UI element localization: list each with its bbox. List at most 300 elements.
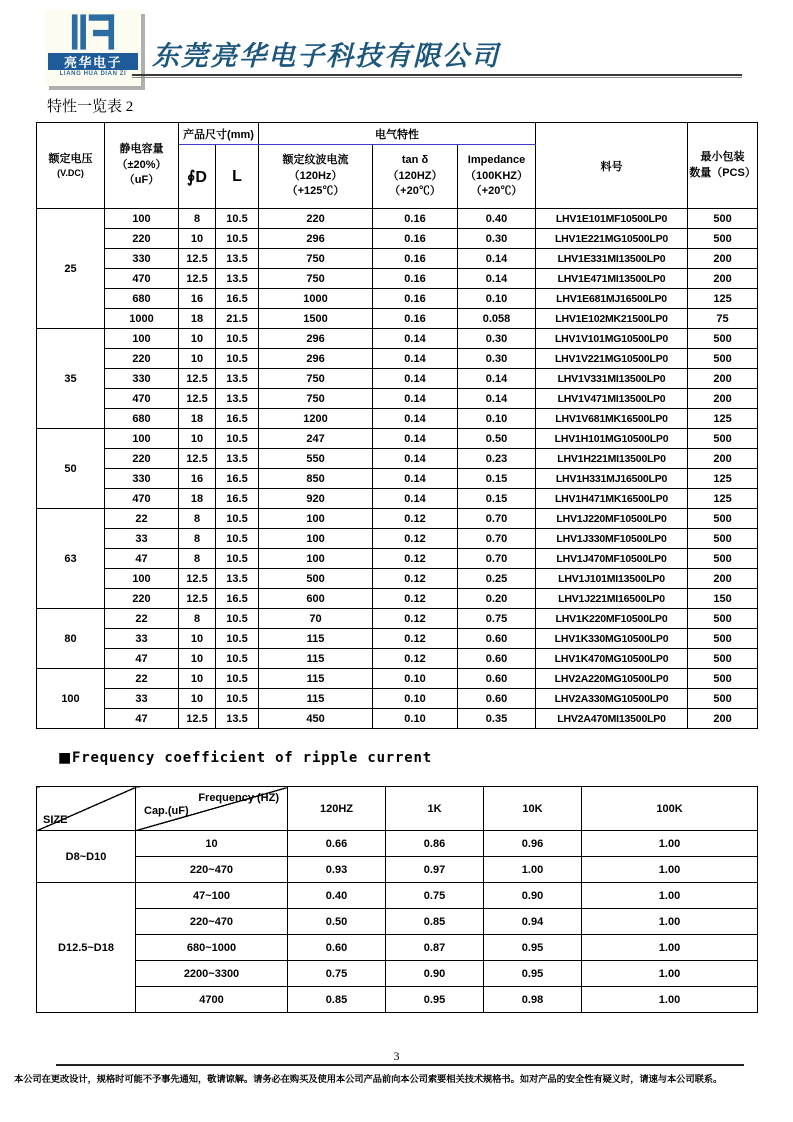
spec-row [37,689,758,709]
col-header-electrical: 电气特性 [259,123,536,145]
col-header-100k: 100K [582,787,758,831]
ripple-current-cell: 100 [259,509,373,529]
tan-delta-temperature: （+20℃） [389,185,441,198]
coefficient-cell: 0.85 [386,909,484,935]
tan-delta-cell: 0.12 [373,589,458,609]
frequency-row [37,831,758,857]
ripple-current-cell: 1500 [259,309,373,329]
frequency-row [37,935,758,961]
coefficient-cell: 0.96 [484,831,582,857]
coefficient-cell: 0.75 [288,961,386,987]
packing-qty-cell: 200 [688,249,758,269]
diameter-cell: 8 [179,549,216,569]
cap-range-cell: 220~470 [136,857,288,883]
diameter-cell: 10 [179,349,216,369]
packing-qty-cell: 500 [688,669,758,689]
diameter-cell: 8 [179,509,216,529]
ripple-current-cell: 750 [259,269,373,289]
frequency-corner-label: Frequency (HZ) [198,792,279,804]
corner-cap-freq-cell [136,787,288,831]
part-number-cell: LHV2A220MG10500LP0 [536,669,688,689]
impedance-cell: 0.30 [458,229,536,249]
length-cell: 13.5 [216,249,259,269]
coefficient-cell: 0.90 [386,961,484,987]
spec-row [37,349,758,369]
voltage-unit: (V.DC) [57,167,84,178]
coefficient-cell: 0.60 [288,935,386,961]
capacitance-cell: 47 [105,649,179,669]
diameter-cell: 12.5 [179,389,216,409]
length-cell: 10.5 [216,509,259,529]
tan-delta-cell: 0.16 [373,249,458,269]
tan-delta-cell: 0.12 [373,509,458,529]
length-cell: 13.5 [216,269,259,289]
ripple-current-cell: 850 [259,469,373,489]
coefficient-cell: 0.95 [484,935,582,961]
packing-unit: 数量（PCS） [689,166,756,179]
length-cell: 10.5 [216,689,259,709]
spec-row [37,209,758,229]
coefficient-cell: 0.50 [288,909,386,935]
page-title: 特性一览表 2 [47,99,134,115]
lh-monogram-icon [62,13,124,51]
spec-row [37,489,758,509]
part-number-cell: LHV1K220MF10500LP0 [536,609,688,629]
ripple-current-cell: 1200 [259,409,373,429]
part-number-cell: LHV2A330MG10500LP0 [536,689,688,709]
spec-row [37,409,758,429]
packing-qty-cell: 500 [688,629,758,649]
coefficient-cell: 0.85 [288,987,386,1013]
packing-qty-cell: 200 [688,369,758,389]
impedance-cell: 0.23 [458,449,536,469]
length-cell: 10.5 [216,209,259,229]
coefficient-cell: 1.00 [582,961,758,987]
part-number-cell: LHV1H331MJ16500LP0 [536,469,688,489]
ripple-current-cell: 1000 [259,289,373,309]
spec-row [37,609,758,629]
packing-qty-cell: 75 [688,309,758,329]
diameter-cell: 12.5 [179,369,216,389]
packing-qty-cell: 200 [688,389,758,409]
diameter-cell: 18 [179,489,216,509]
coefficient-cell: 1.00 [582,857,758,883]
col-header-10k: 10K [484,787,582,831]
footer-disclaimer: 本公司在更改设计，规格时可能不予事先通知，敬请谅解。请务必在购买及使用本公司产品前向本公司索要相关技术规格书。如对产品的安全性有疑义时，请速与本公司联系。 [14,1075,723,1085]
length-cell: 13.5 [216,449,259,469]
ripple-current-cell: 115 [259,689,373,709]
voltage-group-cell: 80 [37,609,105,669]
ripple-label: 额定纹波电流 [282,153,349,166]
impedance-label: Impedance [467,153,526,166]
diameter-cell: 8 [179,209,216,229]
cap-range-cell: 4700 [136,987,288,1013]
length-cell: 10.5 [216,609,259,629]
capacitance-cell: 680 [105,289,179,309]
cap-range-cell: 10 [136,831,288,857]
footer-divider [56,1064,744,1066]
col-header-impedance [458,145,536,209]
capacitance-cell: 220 [105,349,179,369]
coefficient-cell: 1.00 [582,883,758,909]
packing-qty-cell: 500 [688,529,758,549]
tan-delta-cell: 0.10 [373,709,458,729]
ripple-current-cell: 920 [259,489,373,509]
capacitance-label: 静电容量 [119,142,164,155]
capacitance-cell: 680 [105,409,179,429]
diameter-cell: 16 [179,289,216,309]
tan-delta-cell: 0.14 [373,469,458,489]
coefficient-cell: 0.66 [288,831,386,857]
diameter-cell: 12.5 [179,269,216,289]
cap-corner-label: Cap.(uF) [144,805,189,817]
length-cell: 13.5 [216,369,259,389]
logo-text: 亮华电子 [48,53,138,70]
packing-qty-cell: 125 [688,469,758,489]
tan-delta-cell: 0.12 [373,609,458,629]
length-cell: 10.5 [216,329,259,349]
voltage-group-cell: 35 [37,329,105,429]
ripple-frequency: （120Hz） [288,169,343,182]
tan-delta-cell: 0.12 [373,549,458,569]
tan-delta-cell: 0.16 [373,269,458,289]
coefficient-cell: 0.87 [386,935,484,961]
tan-delta-cell: 0.14 [373,429,458,449]
voltage-group-cell: 50 [37,429,105,509]
capacitance-cell: 47 [105,549,179,569]
ripple-current-cell: 600 [259,589,373,609]
col-header-voltage [37,123,105,209]
part-number-cell: LHV1E331MI13500LP0 [536,249,688,269]
tan-delta-cell: 0.16 [373,229,458,249]
ripple-current-cell: 115 [259,649,373,669]
frequency-row [37,883,758,909]
coefficient-cell: 1.00 [582,987,758,1013]
spec-row [37,329,758,349]
spec-row [37,569,758,589]
length-cell: 10.5 [216,529,259,549]
part-number-cell: LHV1E471MI13500LP0 [536,269,688,289]
col-header-size: 产品尺寸(mm) [179,123,259,145]
impedance-cell: 0.70 [458,529,536,549]
coefficient-cell: 0.93 [288,857,386,883]
frequency-row [37,987,758,1013]
capacitance-cell: 1000 [105,309,179,329]
ripple-current-cell: 115 [259,629,373,649]
impedance-cell: 0.60 [458,629,536,649]
tan-delta-cell: 0.14 [373,349,458,369]
voltage-group-cell: 63 [37,509,105,609]
length-cell: 10.5 [216,429,259,449]
capacitance-tolerance: （±20%） [116,158,167,171]
impedance-cell: 0.35 [458,709,536,729]
capacitance-cell: 22 [105,669,179,689]
ripple-current-cell: 750 [259,369,373,389]
voltage-label: 额定电压 [48,152,93,165]
part-number-cell: LHV1V471MI13500LP0 [536,389,688,409]
capacitance-cell: 33 [105,629,179,649]
diameter-cell: 10 [179,689,216,709]
impedance-cell: 0.30 [458,329,536,349]
packing-qty-cell: 500 [688,549,758,569]
ripple-current-cell: 220 [259,209,373,229]
part-number-cell: LHV1E102MK21500LP0 [536,309,688,329]
spec-row [37,229,758,249]
ripple-current-cell: 247 [259,429,373,449]
corner-size-cell [37,787,136,831]
coefficient-cell: 0.95 [386,987,484,1013]
size-corner-label: SIZE [43,814,68,826]
packing-qty-cell: 150 [688,589,758,609]
impedance-frequency: （100KHZ） [465,169,528,182]
cap-range-cell: 2200~3300 [136,961,288,987]
ripple-temperature: （+125℃） [286,185,345,198]
spec-row [37,289,758,309]
part-number-cell: LHV1J220MF10500LP0 [536,509,688,529]
tan-delta-cell: 0.16 [373,289,458,309]
packing-qty-cell: 200 [688,709,758,729]
impedance-cell: 0.14 [458,389,536,409]
packing-qty-cell: 500 [688,329,758,349]
diameter-cell: 12.5 [179,589,216,609]
tan-delta-frequency: （120HZ） [387,169,443,182]
packing-qty-cell: 500 [688,609,758,629]
packing-qty-cell: 500 [688,229,758,249]
ripple-current-cell: 296 [259,349,373,369]
spec-row [37,629,758,649]
ripple-current-cell: 296 [259,329,373,349]
spec-row [37,369,758,389]
tan-delta-cell: 0.12 [373,649,458,669]
diameter-cell: 10 [179,669,216,689]
spec-row [37,669,758,689]
packing-qty-cell: 500 [688,649,758,669]
ripple-current-cell: 450 [259,709,373,729]
diameter-cell: 18 [179,309,216,329]
tan-delta-cell: 0.12 [373,529,458,549]
diameter-cell: 12.5 [179,709,216,729]
length-cell: 10.5 [216,669,259,689]
capacitance-cell: 33 [105,689,179,709]
size-group-cell: D8~D10 [37,831,136,883]
diameter-cell: 16 [179,469,216,489]
spec-table-body [37,209,758,729]
col-header-120hz: 120HZ [288,787,386,831]
part-number-cell: LHV1J470MF10500LP0 [536,549,688,569]
ripple-current-cell: 100 [259,529,373,549]
impedance-cell: 0.25 [458,569,536,589]
coefficient-cell: 1.00 [582,831,758,857]
capacitance-cell: 470 [105,389,179,409]
coefficient-cell: 0.75 [386,883,484,909]
coefficient-cell: 1.00 [484,857,582,883]
impedance-cell: 0.14 [458,249,536,269]
spec-table [36,122,758,729]
part-number-cell: LHV1V101MG10500LP0 [536,329,688,349]
length-cell: 16.5 [216,469,259,489]
col-header-packing [688,123,758,209]
length-cell: 16.5 [216,589,259,609]
header-divider [132,74,742,78]
capacitance-cell: 100 [105,209,179,229]
frequency-row [37,909,758,935]
coefficient-cell: 0.95 [484,961,582,987]
spec-row [37,589,758,609]
impedance-cell: 0.10 [458,409,536,429]
spec-row [37,549,758,569]
diameter-cell: 10 [179,229,216,249]
tan-delta-cell: 0.14 [373,449,458,469]
length-cell: 16.5 [216,289,259,309]
packing-qty-cell: 500 [688,209,758,229]
tan-delta-cell: 0.12 [373,569,458,589]
size-group-cell: D12.5~D18 [37,883,136,1013]
coefficient-cell: 0.86 [386,831,484,857]
coefficient-cell: 1.00 [582,909,758,935]
impedance-cell: 0.14 [458,369,536,389]
part-number-cell: LHV1V681MK16500LP0 [536,409,688,429]
diameter-cell: 18 [179,409,216,429]
spec-row [37,509,758,529]
frequency-table-body [37,831,758,1013]
spec-row [37,269,758,289]
tan-delta-cell: 0.10 [373,669,458,689]
ripple-current-cell: 550 [259,449,373,469]
diameter-cell: 12.5 [179,449,216,469]
capacitance-unit: （uF） [123,174,160,187]
impedance-cell: 0.60 [458,689,536,709]
length-cell: 10.5 [216,549,259,569]
impedance-cell: 0.70 [458,509,536,529]
cap-range-cell: 220~470 [136,909,288,935]
packing-qty-cell: 125 [688,489,758,509]
part-number-cell: LHV1H471MK16500LP0 [536,489,688,509]
capacitance-cell: 330 [105,469,179,489]
col-header-diameter: ∮D [179,145,216,209]
capacitance-cell: 33 [105,529,179,549]
voltage-group-cell: 100 [37,669,105,729]
packing-qty-cell: 500 [688,509,758,529]
capacitance-cell: 47 [105,709,179,729]
capacitance-cell: 22 [105,609,179,629]
diameter-cell: 10 [179,649,216,669]
col-header-length: L [216,145,259,209]
coefficient-cell: 1.00 [582,935,758,961]
impedance-cell: 0.20 [458,589,536,609]
impedance-cell: 0.14 [458,269,536,289]
impedance-cell: 0.30 [458,349,536,369]
ripple-current-cell: 750 [259,249,373,269]
impedance-cell: 0.15 [458,469,536,489]
part-number-cell: LHV1J221MI16500LP0 [536,589,688,609]
diameter-cell: 10 [179,629,216,649]
part-number-cell: LHV2A470MI13500LP0 [536,709,688,729]
length-cell: 13.5 [216,569,259,589]
impedance-cell: 0.70 [458,549,536,569]
capacitance-cell: 22 [105,509,179,529]
spec-row [37,649,758,669]
col-header-capacitance [105,123,179,209]
impedance-temperature: （+20℃） [470,185,523,198]
capacitance-cell: 220 [105,229,179,249]
coefficient-cell: 0.40 [288,883,386,909]
coefficient-cell: 0.97 [386,857,484,883]
voltage-group-cell: 25 [37,209,105,329]
length-cell: 21.5 [216,309,259,329]
packing-label: 最小包装 [700,150,745,163]
coefficient-cell: 0.90 [484,883,582,909]
capacitance-cell: 470 [105,269,179,289]
ripple-current-cell: 750 [259,389,373,409]
length-cell: 13.5 [216,709,259,729]
ripple-current-cell: 115 [259,669,373,689]
ripple-current-cell: 70 [259,609,373,629]
diameter-cell: 10 [179,429,216,449]
packing-qty-cell: 125 [688,409,758,429]
company-name: 东莞亮华电子科技有限公司 [152,41,500,71]
page-number: 3 [393,1049,400,1063]
packing-qty-cell: 500 [688,349,758,369]
impedance-cell: 0.15 [458,489,536,509]
ripple-current-cell: 500 [259,569,373,589]
packing-qty-cell: 500 [688,429,758,449]
spec-row [37,529,758,549]
spec-row [37,449,758,469]
frequency-table [36,786,758,1013]
part-number-cell: LHV1V331MI13500LP0 [536,369,688,389]
part-number-cell: LHV1J330MF10500LP0 [536,529,688,549]
tan-delta-cell: 0.14 [373,409,458,429]
coefficient-cell: 0.98 [484,987,582,1013]
diameter-cell: 12.5 [179,569,216,589]
coefficient-cell: 0.94 [484,909,582,935]
diameter-cell: 12.5 [179,249,216,269]
section-bullet-icon: ■ [58,750,73,766]
col-header-ripple [259,145,373,209]
spec-row [37,249,758,269]
capacitance-cell: 100 [105,429,179,449]
col-header-tan-delta [373,145,458,209]
length-cell: 10.5 [216,649,259,669]
tan-delta-cell: 0.12 [373,629,458,649]
tan-delta-cell: 0.16 [373,309,458,329]
capacitance-cell: 100 [105,569,179,589]
company-logo [45,10,141,86]
capacitance-cell: 330 [105,249,179,269]
impedance-cell: 0.60 [458,669,536,689]
diameter-cell: 10 [179,329,216,349]
tan-delta-cell: 0.14 [373,369,458,389]
tan-delta-cell: 0.10 [373,689,458,709]
packing-qty-cell: 200 [688,269,758,289]
spec-row [37,389,758,409]
impedance-cell: 0.50 [458,429,536,449]
spec-row [37,309,758,329]
packing-qty-cell: 125 [688,289,758,309]
length-cell: 10.5 [216,629,259,649]
part-number-cell: LHV1K330MG10500LP0 [536,629,688,649]
spec-row [37,429,758,449]
tan-delta-cell: 0.14 [373,389,458,409]
length-cell: 16.5 [216,489,259,509]
ripple-current-cell: 296 [259,229,373,249]
capacitance-cell: 220 [105,589,179,609]
capacitance-cell: 100 [105,329,179,349]
part-number-cell: LHV1E221MG10500LP0 [536,229,688,249]
logo-subtext: LIANG HUA DIAN ZI [59,71,127,77]
frequency-section-text: Frequency coefficient of ripple current [72,750,432,766]
frequency-section-title [58,750,432,766]
